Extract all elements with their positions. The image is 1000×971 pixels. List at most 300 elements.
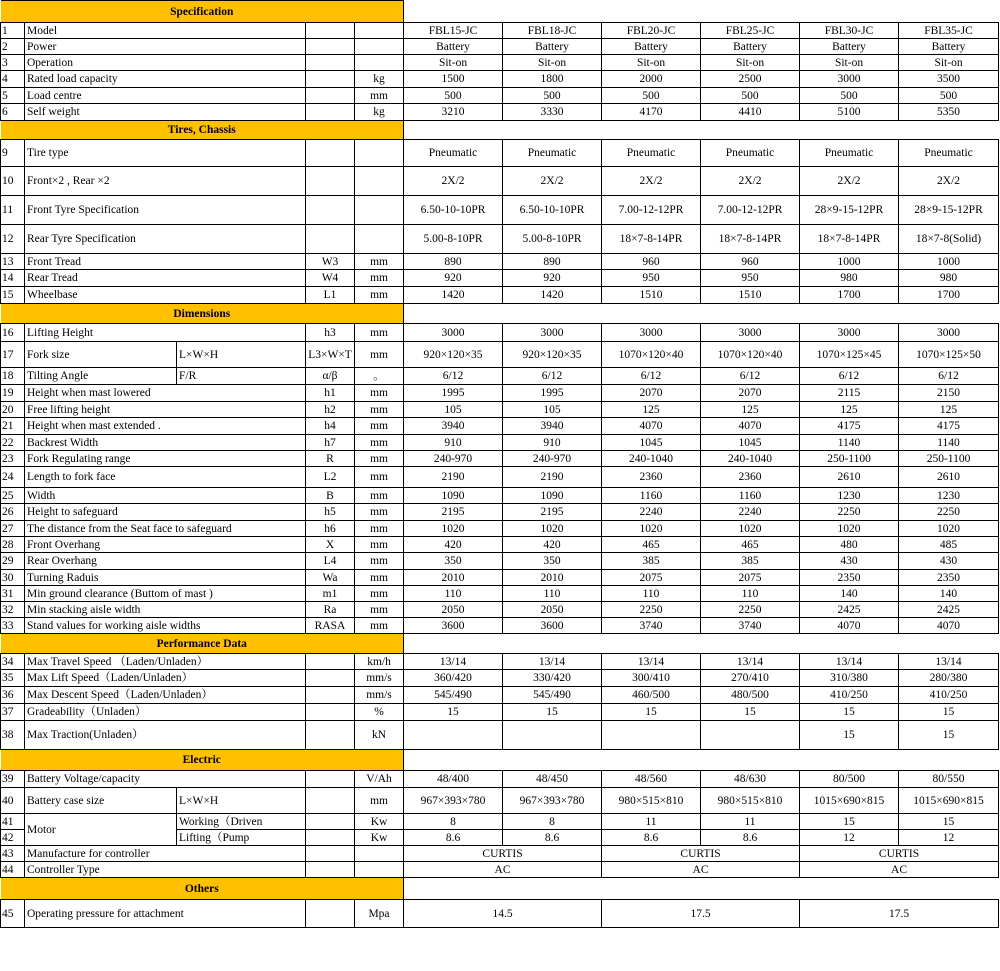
row-unit: mm — [355, 402, 404, 418]
value-cell: 12 — [800, 830, 899, 846]
value-cell: 13/14 — [503, 654, 602, 670]
value-cell: 11 — [602, 814, 701, 830]
value-cell: Pneumatic — [899, 140, 999, 167]
value-cell: Battery — [404, 39, 503, 55]
value-cell: Sit-on — [404, 55, 503, 71]
row-symbol: L2 — [306, 467, 355, 488]
value-cell: 460/500 — [602, 687, 701, 704]
value-cell: 17.5 — [602, 900, 800, 928]
table-row — [1, 385, 999, 402]
value-cell: 110 — [602, 586, 701, 602]
row-unit: mm — [355, 435, 404, 451]
section-title: Specification — [1, 1, 404, 23]
value-cell: 18×7-8-14PR — [602, 225, 701, 254]
row-label: Height when mast lowered — [25, 385, 306, 402]
value-cell — [701, 721, 800, 750]
table-row — [1, 324, 999, 342]
value-cell: 485 — [899, 537, 999, 553]
row-unit: V/Ah — [355, 771, 404, 788]
row-label: Operating pressure for attachment — [25, 900, 306, 928]
value-cell: AC — [800, 862, 999, 878]
value-cell: 920 — [503, 270, 602, 287]
value-cell: 350 — [503, 553, 602, 570]
value-cell: Battery — [602, 39, 701, 55]
row-label: Gradeability（Unladen） — [25, 704, 306, 721]
table-row — [1, 342, 999, 368]
row-label: Front×2 , Rear ×2 — [25, 167, 306, 196]
value-cell: 250-1100 — [899, 451, 999, 467]
value-cell: 2X/2 — [899, 167, 999, 196]
row-label: Max Lift Speed（Laden/Unladen） — [25, 670, 306, 687]
row-symbol: h6 — [306, 521, 355, 537]
value-cell: 385 — [701, 553, 800, 570]
row-symbol — [306, 721, 355, 750]
table-row — [1, 254, 999, 270]
value-cell: 6.50-10-10PR — [503, 196, 602, 225]
value-cell: 5.00-8-10PR — [404, 225, 503, 254]
table-row — [1, 521, 999, 537]
row-unit: mm — [355, 451, 404, 467]
value-cell: 3000 — [800, 324, 899, 342]
value-cell: 13/14 — [404, 654, 503, 670]
value-cell: 13/14 — [602, 654, 701, 670]
row-symbol: W4 — [306, 270, 355, 287]
value-cell: 1020 — [602, 521, 701, 537]
value-cell: 15 — [404, 704, 503, 721]
table-row — [1, 602, 999, 618]
value-cell: 3500 — [899, 71, 999, 88]
value-cell: 360/420 — [404, 670, 503, 687]
value-cell: 410/250 — [800, 687, 899, 704]
row-sub-label: Working（Driven — [177, 814, 306, 830]
value-cell: 2070 — [602, 385, 701, 402]
value-cell: 2X/2 — [404, 167, 503, 196]
value-cell: 2075 — [701, 570, 800, 586]
table-row — [1, 704, 999, 721]
row-number: 35 — [1, 670, 25, 687]
table-row — [1, 488, 999, 504]
value-cell: 500 — [899, 88, 999, 104]
value-cell: 12 — [899, 830, 999, 846]
value-cell: 13/14 — [701, 654, 800, 670]
row-number: 32 — [1, 602, 25, 618]
value-cell: 980×515×810 — [602, 788, 701, 814]
row-symbol — [306, 788, 355, 814]
row-unit: km/h — [355, 654, 404, 670]
row-number: 36 — [1, 687, 25, 704]
value-cell: 2240 — [701, 504, 800, 521]
row-unit: kg — [355, 104, 404, 121]
row-number: 40 — [1, 788, 25, 814]
value-cell: 1230 — [800, 488, 899, 504]
value-cell: 1230 — [899, 488, 999, 504]
table-row — [1, 140, 999, 167]
table-row — [1, 225, 999, 254]
value-cell: 1070×120×40 — [701, 342, 800, 368]
row-unit: mm — [355, 287, 404, 304]
row-sub-label: L×W×H — [177, 788, 306, 814]
row-number: 15 — [1, 287, 25, 304]
value-cell: 15 — [899, 721, 999, 750]
value-cell: 1700 — [800, 287, 899, 304]
section-header-spacer — [404, 878, 999, 900]
table-row — [1, 55, 999, 71]
value-cell: 350 — [404, 553, 503, 570]
value-cell: 1420 — [503, 287, 602, 304]
section-title: Dimensions — [1, 304, 404, 324]
value-cell: 240-1040 — [602, 451, 701, 467]
row-symbol: Wa — [306, 570, 355, 586]
row-number: 3 — [1, 55, 25, 71]
value-cell: 240-1040 — [701, 451, 800, 467]
row-label: Battery case size — [25, 788, 177, 814]
row-label: Length to fork face — [25, 467, 306, 488]
value-cell: 6/12 — [404, 368, 503, 385]
value-cell: 15 — [899, 704, 999, 721]
value-cell: 3940 — [503, 418, 602, 435]
value-cell: 480/500 — [701, 687, 800, 704]
value-cell: 6/12 — [701, 368, 800, 385]
value-cell: 2610 — [899, 467, 999, 488]
value-cell: 8.6 — [404, 830, 503, 846]
value-cell: 3000 — [602, 324, 701, 342]
row-unit: mm — [355, 342, 404, 368]
value-cell: 4175 — [800, 418, 899, 435]
value-cell: FBL15-JC — [404, 23, 503, 39]
value-cell: 140 — [800, 586, 899, 602]
value-cell: 8.6 — [701, 830, 800, 846]
row-label: Min ground clearance (Buttom of mast ) — [25, 586, 306, 602]
row-number: 12 — [1, 225, 25, 254]
row-number: 45 — [1, 900, 25, 928]
value-cell: 28×9-15-12PR — [800, 196, 899, 225]
row-symbol — [306, 88, 355, 104]
row-symbol — [306, 814, 355, 830]
value-cell: Pneumatic — [602, 140, 701, 167]
value-cell: 1420 — [404, 287, 503, 304]
row-symbol — [306, 704, 355, 721]
value-cell: 6/12 — [602, 368, 701, 385]
row-unit: mm — [355, 586, 404, 602]
section-header-spacer — [404, 1, 999, 23]
value-cell: 3000 — [404, 324, 503, 342]
value-cell: 2X/2 — [800, 167, 899, 196]
row-unit: mm/s — [355, 687, 404, 704]
value-cell: 2350 — [899, 570, 999, 586]
value-cell: 1070×125×45 — [800, 342, 899, 368]
value-cell: 430 — [899, 553, 999, 570]
table-row — [1, 368, 999, 385]
row-number: 16 — [1, 324, 25, 342]
table-row — [1, 418, 999, 435]
table-row — [1, 467, 999, 488]
table-row — [1, 618, 999, 634]
section-header-spacer — [404, 304, 999, 324]
row-symbol: α/β — [306, 368, 355, 385]
row-unit: mm — [355, 488, 404, 504]
row-number: 11 — [1, 196, 25, 225]
value-cell: 910 — [503, 435, 602, 451]
value-cell: 2000 — [602, 71, 701, 88]
section-title: Performance Data — [1, 634, 404, 654]
row-number: 13 — [1, 254, 25, 270]
row-symbol: RASA — [306, 618, 355, 634]
row-unit — [355, 55, 404, 71]
row-symbol — [306, 55, 355, 71]
row-label: Height to safeguard — [25, 504, 306, 521]
value-cell: 4170 — [602, 104, 701, 121]
value-cell: 7.00-12-12PR — [602, 196, 701, 225]
value-cell: 1020 — [503, 521, 602, 537]
value-cell: 500 — [800, 88, 899, 104]
value-cell: 13/14 — [899, 654, 999, 670]
row-label: Turning Raduis — [25, 570, 306, 586]
row-symbol: Ra — [306, 602, 355, 618]
value-cell: 4070 — [800, 618, 899, 634]
value-cell: 2070 — [701, 385, 800, 402]
row-unit: Kw — [355, 814, 404, 830]
value-cell: 3330 — [503, 104, 602, 121]
row-unit: kN — [355, 721, 404, 750]
value-cell: FBL30-JC — [800, 23, 899, 39]
value-cell: 14.5 — [404, 900, 602, 928]
table-row — [1, 553, 999, 570]
row-number: 34 — [1, 654, 25, 670]
row-symbol — [306, 900, 355, 928]
value-cell: Pneumatic — [800, 140, 899, 167]
value-cell: 2195 — [503, 504, 602, 521]
value-cell: 960 — [701, 254, 800, 270]
value-cell: 920 — [404, 270, 503, 287]
table-row — [1, 270, 999, 287]
value-cell: 890 — [503, 254, 602, 270]
table-row — [1, 167, 999, 196]
row-unit: mm — [355, 788, 404, 814]
value-cell: 2250 — [602, 602, 701, 618]
row-label: Max Travel Speed （Laden/Unladen） — [25, 654, 306, 670]
value-cell: AC — [602, 862, 800, 878]
value-cell: 6/12 — [899, 368, 999, 385]
section-title: Tires, Chassis — [1, 121, 404, 140]
value-cell: 80/550 — [899, 771, 999, 788]
row-label: Front Tread — [25, 254, 306, 270]
row-unit — [355, 167, 404, 196]
row-label: Tilting Angle — [25, 368, 177, 385]
value-cell: 240-970 — [503, 451, 602, 467]
value-cell: 500 — [602, 88, 701, 104]
value-cell: Sit-on — [602, 55, 701, 71]
table-row — [1, 586, 999, 602]
value-cell: 410/250 — [899, 687, 999, 704]
value-cell: 2050 — [404, 602, 503, 618]
row-number: 41 — [1, 814, 25, 830]
value-cell: FBL35-JC — [899, 23, 999, 39]
row-label: Fork Regulating range — [25, 451, 306, 467]
row-number: 1 — [1, 23, 25, 39]
row-unit: mm — [355, 254, 404, 270]
row-symbol: B — [306, 488, 355, 504]
row-symbol — [306, 225, 355, 254]
value-cell: 2250 — [701, 602, 800, 618]
value-cell: 280/380 — [899, 670, 999, 687]
value-cell: 110 — [503, 586, 602, 602]
row-unit: Kw — [355, 830, 404, 846]
value-cell: 465 — [602, 537, 701, 553]
row-label: Operation — [25, 55, 306, 71]
value-cell: 6/12 — [800, 368, 899, 385]
row-unit: mm — [355, 537, 404, 553]
value-cell: 3600 — [503, 618, 602, 634]
value-cell: FBL25-JC — [701, 23, 800, 39]
value-cell: 48/630 — [701, 771, 800, 788]
value-cell: 2115 — [800, 385, 899, 402]
table-row — [1, 104, 999, 121]
value-cell: 28×9-15-12PR — [899, 196, 999, 225]
value-cell: 6/12 — [503, 368, 602, 385]
row-number: 43 — [1, 846, 25, 862]
value-cell: 2425 — [800, 602, 899, 618]
section-header-spacer — [404, 121, 999, 140]
value-cell: 18×7-8-14PR — [701, 225, 800, 254]
value-cell: 2240 — [602, 504, 701, 521]
value-cell: 2X/2 — [701, 167, 800, 196]
value-cell: 105 — [503, 402, 602, 418]
row-unit: mm — [355, 570, 404, 586]
table-row — [1, 788, 999, 814]
row-label: Min stacking aisle width — [25, 602, 306, 618]
row-unit: mm — [355, 504, 404, 521]
row-label: Max Descent Speed（Laden/Unladen） — [25, 687, 306, 704]
value-cell: 5350 — [899, 104, 999, 121]
row-unit — [355, 23, 404, 39]
value-cell: 1140 — [899, 435, 999, 451]
row-unit: mm/s — [355, 670, 404, 687]
value-cell: 15 — [899, 814, 999, 830]
row-label: Max Traction(Unladen） — [25, 721, 306, 750]
row-label: Wheelbase — [25, 287, 306, 304]
value-cell: 2X/2 — [503, 167, 602, 196]
row-number: 25 — [1, 488, 25, 504]
value-cell: 125 — [602, 402, 701, 418]
row-label: Backrest Width — [25, 435, 306, 451]
value-cell: 2150 — [899, 385, 999, 402]
row-symbol: h7 — [306, 435, 355, 451]
value-cell: 465 — [701, 537, 800, 553]
value-cell: 2360 — [701, 467, 800, 488]
value-cell: 2195 — [404, 504, 503, 521]
row-symbol — [306, 654, 355, 670]
value-cell: Pneumatic — [503, 140, 602, 167]
value-cell: 11 — [701, 814, 800, 830]
table-row — [1, 71, 999, 88]
value-cell: CURTIS — [404, 846, 602, 862]
value-cell: 125 — [899, 402, 999, 418]
row-unit: mm — [355, 521, 404, 537]
row-number: 23 — [1, 451, 25, 467]
value-cell: 1015×690×815 — [899, 788, 999, 814]
value-cell: 2425 — [899, 602, 999, 618]
value-cell: CURTIS — [602, 846, 800, 862]
value-cell: 3740 — [602, 618, 701, 634]
value-cell: 2075 — [602, 570, 701, 586]
value-cell: 920×120×35 — [404, 342, 503, 368]
value-cell: 140 — [899, 586, 999, 602]
value-cell: 3600 — [404, 618, 503, 634]
value-cell: 1510 — [701, 287, 800, 304]
row-unit: 。 — [355, 368, 404, 385]
row-number: 29 — [1, 553, 25, 570]
row-unit: kg — [355, 71, 404, 88]
value-cell: 980 — [899, 270, 999, 287]
value-cell: 2250 — [899, 504, 999, 521]
value-cell: 15 — [800, 814, 899, 830]
value-cell: 48/450 — [503, 771, 602, 788]
value-cell: 2190 — [404, 467, 503, 488]
row-unit: mm — [355, 618, 404, 634]
table-row — [1, 900, 999, 928]
value-cell: 310/380 — [800, 670, 899, 687]
value-cell: Battery — [800, 39, 899, 55]
row-symbol: L4 — [306, 553, 355, 570]
value-cell: 3000 — [701, 324, 800, 342]
row-number: 26 — [1, 504, 25, 521]
table-row — [1, 771, 999, 788]
row-label: Controller Type — [25, 862, 306, 878]
row-symbol: h1 — [306, 385, 355, 402]
value-cell: 8 — [404, 814, 503, 830]
value-cell: 545/490 — [503, 687, 602, 704]
value-cell: 8.6 — [503, 830, 602, 846]
row-sub-label: F/R — [177, 368, 306, 385]
section-header-row — [1, 121, 999, 140]
value-cell: Sit-on — [701, 55, 800, 71]
row-label: Rear Tread — [25, 270, 306, 287]
row-unit: mm — [355, 324, 404, 342]
value-cell — [503, 721, 602, 750]
row-label: Free lifting height — [25, 402, 306, 418]
value-cell: 2610 — [800, 467, 899, 488]
value-cell: 15 — [503, 704, 602, 721]
value-cell: 1090 — [404, 488, 503, 504]
value-cell: 1020 — [701, 521, 800, 537]
row-symbol — [306, 23, 355, 39]
row-label: Tire type — [25, 140, 306, 167]
row-symbol: h3 — [306, 324, 355, 342]
value-cell: 13/14 — [800, 654, 899, 670]
row-label: Load centre — [25, 88, 306, 104]
section-header-spacer — [404, 634, 999, 654]
value-cell: 890 — [404, 254, 503, 270]
value-cell: 420 — [404, 537, 503, 553]
table-row — [1, 402, 999, 418]
value-cell: 1160 — [602, 488, 701, 504]
value-cell: 1510 — [602, 287, 701, 304]
row-number: 39 — [1, 771, 25, 788]
value-cell: 1160 — [701, 488, 800, 504]
row-label: Manufacture for controller — [25, 846, 306, 862]
value-cell: Pneumatic — [404, 140, 503, 167]
value-cell: 2010 — [503, 570, 602, 586]
row-symbol — [306, 167, 355, 196]
section-title: Electric — [1, 750, 404, 771]
value-cell: 18×7-8-14PR — [800, 225, 899, 254]
row-symbol — [306, 862, 355, 878]
value-cell: 18×7-8(Solid) — [899, 225, 999, 254]
value-cell: 4070 — [602, 418, 701, 435]
value-cell: 125 — [800, 402, 899, 418]
row-unit: Mpa — [355, 900, 404, 928]
section-header-spacer — [404, 750, 999, 771]
